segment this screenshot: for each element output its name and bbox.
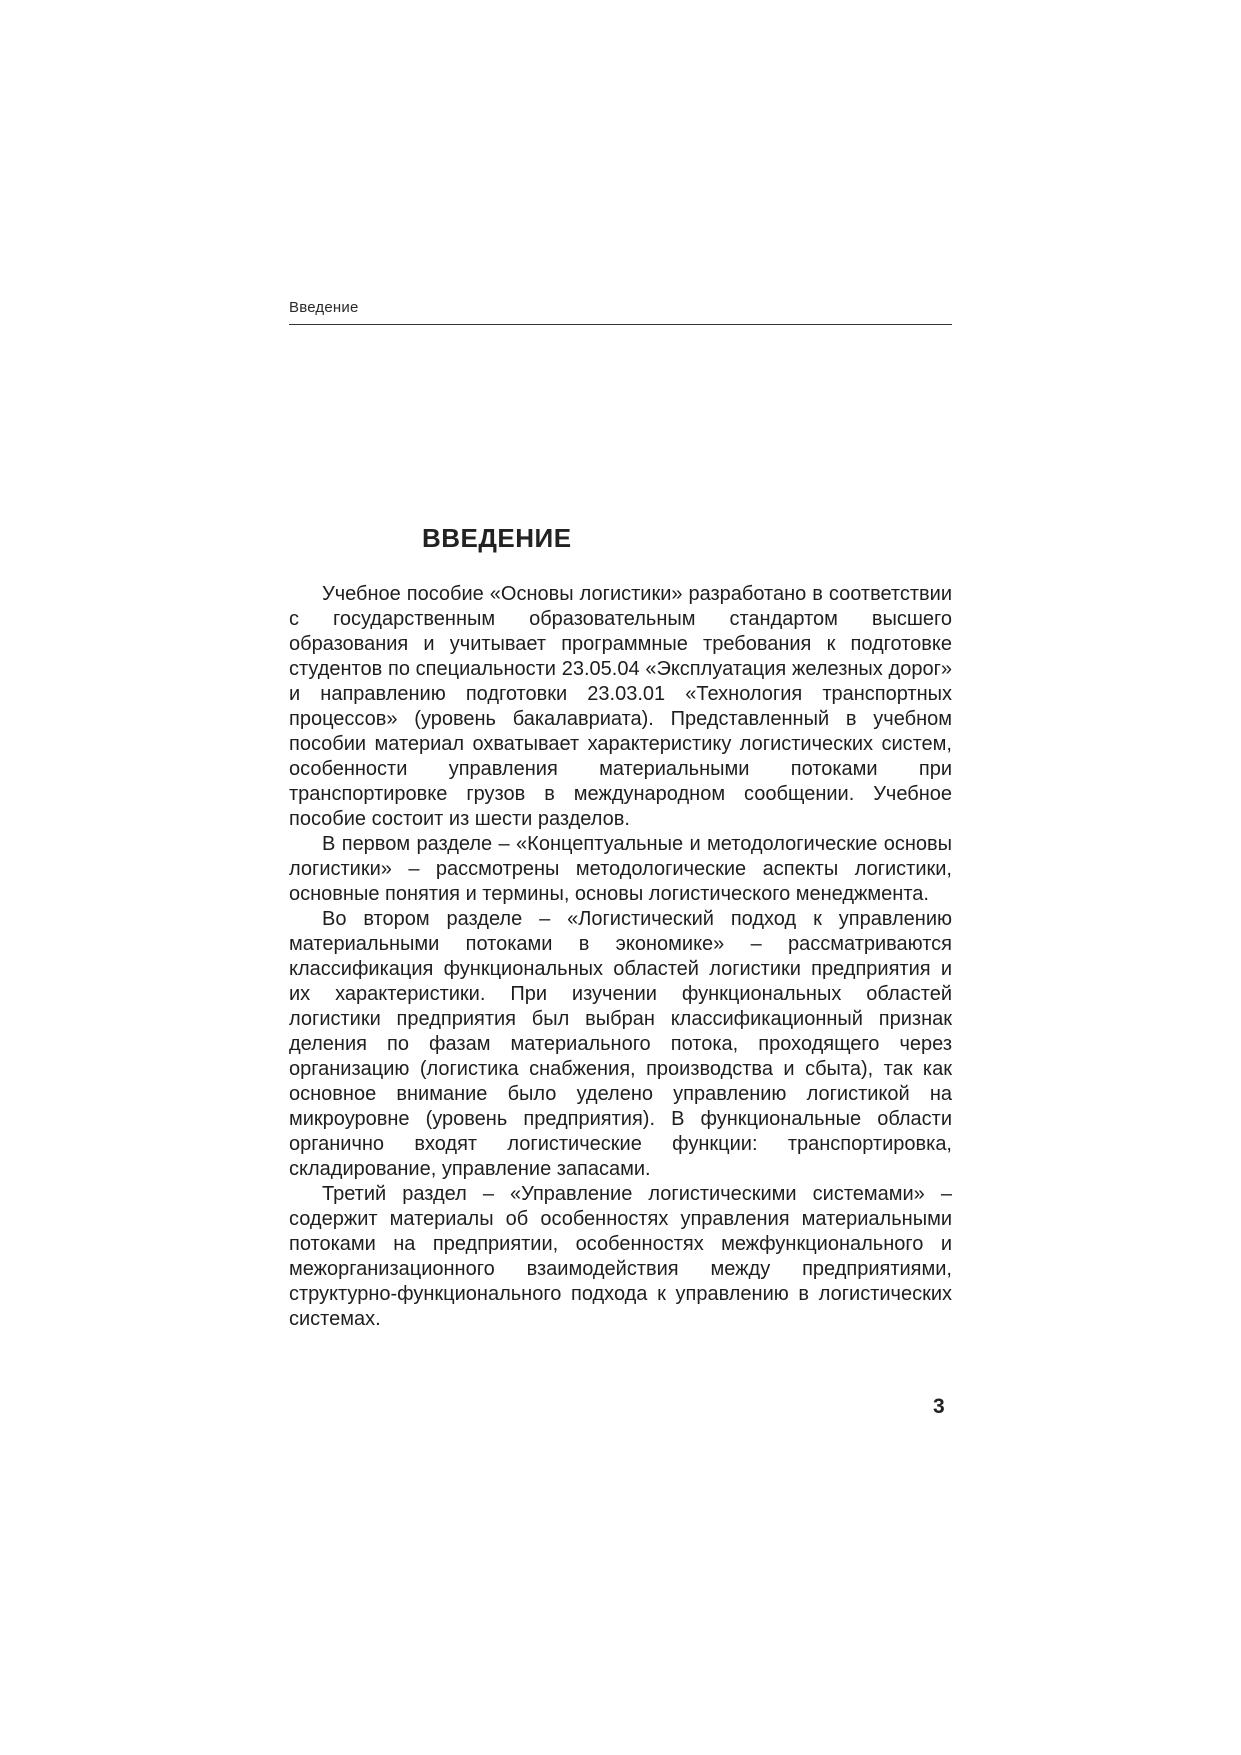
body-text — [289, 582, 952, 1332]
header-rule — [289, 324, 952, 325]
chapter-title: ВВЕДЕНИЕ — [422, 523, 572, 553]
paragraph-section-1: В первом разделе – «Концептуальные и методологические основы логистики» – рассмотрены методологические аспекты логистики, основные понятия и термины, основы логистического менеджмента. — [289, 833, 952, 905]
paragraph-section-2: Во втором разделе – «Логистический подход к управлению материальными потоками в экономике» – рассматриваются классификация функциональных областей логистики предприятия и их характеристики. При изучении функциональных областей логистики предприятия был выбран классификационный признак деления по фазам материального потока, проходящего через организацию (логистика снабжения, производства и сбыта), так как основное внимание было уделено управлению логистикой на микроуровне (уровень предприятия). В функциональные области органично входят логистические функции: транспортировка, складирование, управление запасами. — [289, 908, 952, 1180]
paragraph-section-3: Третий раздел – «Управление логистическими системами» – содержит материалы об особенностях управления материальными потоками на предприятии, особенностях межфункционального и межорганизационного взаимодействия между предприятиями, структурно-функционального подхода к управлению в логистических системах. — [289, 1183, 952, 1330]
running-header: Введение — [289, 299, 359, 316]
page-number: 3 — [933, 1395, 945, 1418]
paragraph-intro: Учебное пособие «Основы логистики» разработано в соответствии с государственным образовательным стандартом высшего образования и учитывает программные требования к подготовке студентов по специальности 23.05.04 «Эксплуатация железных дорог» и направлению подготовки 23.03.01 «Технология транспортных процессов» (уровень бакалавриата). Представленный в учебном пособии материал охватывает характеристику логистических систем, особенности управления материальными потоками при транспортировке грузов в международном сообщении. Учебное пособие состоит из шести разделов. — [289, 583, 952, 830]
